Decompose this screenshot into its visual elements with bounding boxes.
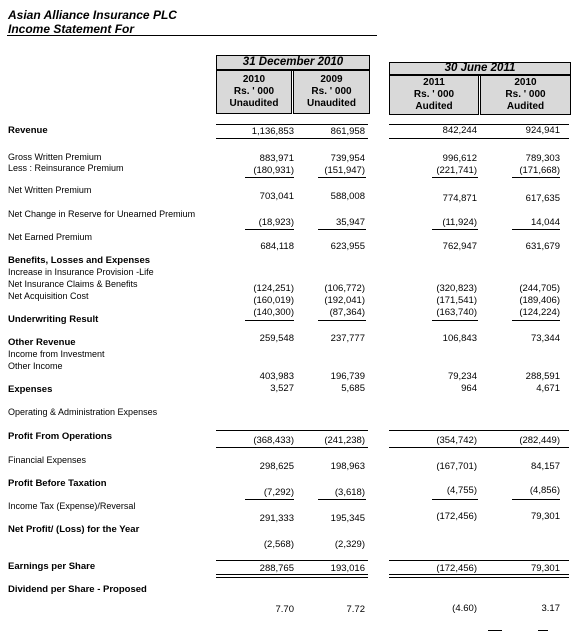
- value-cell: (368,433): [253, 435, 294, 446]
- value-cell: 259,548: [259, 333, 294, 344]
- value-cell: 861,958: [330, 126, 365, 137]
- value-cell: 288,765: [259, 563, 294, 574]
- value-cell: 79,234: [447, 371, 477, 382]
- value-cell: 588,008: [330, 191, 365, 202]
- double-rule: [216, 574, 368, 578]
- value-cell: (106,772): [324, 283, 365, 294]
- rule: [318, 499, 366, 500]
- column-header-dec-2010: [216, 70, 292, 114]
- value-cell: (87,364): [329, 307, 365, 318]
- value-cell: 5,685: [341, 383, 365, 394]
- value-cell: 3.17: [541, 603, 560, 614]
- row-label-net-profit: Net Profit/ (Loss) for the Year: [8, 524, 140, 535]
- column-year: 2010: [514, 77, 537, 88]
- row-label-underwriting: Underwriting Result: [8, 314, 99, 325]
- rule: [245, 320, 294, 321]
- column-unit: Rs. ' 000: [505, 89, 546, 100]
- value-cell: 237,777: [330, 333, 365, 344]
- rule: [318, 320, 366, 321]
- rule: [389, 138, 569, 139]
- value-cell: (171,668): [519, 165, 560, 176]
- period-header-jun-2011: [389, 62, 571, 76]
- rule: [216, 138, 368, 139]
- column-header-jun-2010: [480, 75, 571, 115]
- value-cell: (18,923): [258, 217, 294, 228]
- value-cell: 964: [461, 383, 477, 394]
- value-cell: 3,527: [270, 383, 294, 394]
- value-cell: 84,157: [530, 461, 560, 472]
- value-cell: 739,954: [330, 153, 365, 164]
- rule: [245, 499, 294, 500]
- value-cell: 79,301: [530, 511, 560, 522]
- rule: [432, 499, 478, 500]
- value-cell: 79,301: [530, 563, 560, 574]
- value-cell: (124,251): [253, 283, 294, 294]
- value-cell: (354,742): [436, 435, 477, 446]
- value-cell: 774,871: [442, 193, 477, 204]
- value-cell: 7.70: [275, 604, 294, 615]
- row-label-life-provision: Increase in Insurance Provision -Life: [8, 267, 154, 277]
- value-cell: (160,019): [253, 295, 294, 306]
- column-year: 2010: [242, 74, 266, 85]
- value-cell: 298,625: [259, 461, 294, 472]
- value-cell: (4,856): [529, 485, 560, 496]
- title-underline: [7, 35, 377, 36]
- section-other-revenue: Other Revenue: [8, 337, 76, 348]
- rule: [389, 430, 569, 431]
- row-label-acquisition: Net Acquisition Cost: [8, 291, 89, 301]
- row-label-financial-expenses: Financial Expenses: [8, 455, 87, 465]
- value-cell: (171,541): [436, 295, 477, 306]
- rule: [245, 229, 294, 230]
- value-cell: 7.72: [346, 604, 365, 615]
- value-cell: 196,739: [330, 371, 365, 382]
- row-label-claims: Net Insurance Claims & Benefits: [8, 279, 138, 289]
- value-cell: (189,406): [519, 295, 560, 306]
- value-cell: (4,755): [446, 485, 477, 496]
- value-cell: 193,016: [330, 563, 365, 574]
- section-benefits: Benefits, Losses and Expenses: [8, 255, 151, 266]
- value-cell: 195,345: [330, 513, 365, 524]
- value-cell: (151,947): [324, 165, 365, 176]
- rule: [512, 499, 560, 500]
- value-cell: (4.60): [452, 603, 477, 614]
- period-label: 30 June 2011: [390, 63, 570, 75]
- value-cell: (3,618): [334, 487, 365, 498]
- value-cell: (221,741): [436, 165, 477, 176]
- column-header-jun-2011: [389, 75, 479, 115]
- value-cell: 1,136,853: [251, 126, 294, 137]
- value-cell: 288,591: [525, 371, 560, 382]
- row-label-other-income: Other Income: [8, 361, 63, 371]
- rule: [432, 177, 478, 178]
- rule: [245, 177, 294, 178]
- value-cell: 631,679: [525, 241, 560, 252]
- row-label-pbt: Profit Before Taxation: [8, 478, 107, 489]
- row-label-reserve-change: Net Change in Reserve for Unearned Premium: [8, 209, 196, 219]
- value-cell: 996,612: [442, 153, 477, 164]
- rule: [512, 229, 560, 230]
- value-cell: 623,955: [330, 241, 365, 252]
- column-year: 2011: [423, 77, 445, 88]
- value-cell: (192,041): [324, 295, 365, 306]
- column-unit: Rs. ' 000: [413, 89, 455, 100]
- value-cell: 842,244: [442, 125, 477, 136]
- rule: [216, 124, 368, 125]
- value-cell: (140,300): [253, 307, 294, 318]
- value-cell: 4,671: [536, 383, 560, 394]
- column-status: Unaudited: [307, 98, 356, 109]
- value-cell: (282,449): [519, 435, 560, 446]
- value-cell: (180,931): [253, 165, 294, 176]
- rule: [538, 630, 548, 631]
- column-year: 2009: [320, 74, 343, 85]
- value-cell: 35,947: [335, 217, 365, 228]
- column-status: Audited: [415, 101, 453, 112]
- value-cell: (2,568): [263, 539, 294, 550]
- rule: [512, 320, 560, 321]
- row-label-dps: Dividend per Share - Proposed: [8, 584, 147, 595]
- value-cell: (241,238): [324, 435, 365, 446]
- company-name: Asian Alliance Insurance PLC: [8, 8, 177, 22]
- column-unit: Rs. ' 000: [311, 86, 352, 97]
- rule: [432, 229, 478, 230]
- value-cell: (167,701): [436, 461, 477, 472]
- rule: [216, 560, 368, 561]
- rule: [512, 177, 560, 178]
- value-cell: 924,941: [525, 125, 560, 136]
- value-cell: 14,044: [530, 217, 560, 228]
- double-rule: [389, 574, 569, 578]
- value-cell: 291,333: [259, 513, 294, 524]
- value-cell: (7,292): [263, 487, 294, 498]
- rule: [389, 447, 569, 448]
- value-cell: (163,740): [436, 307, 477, 318]
- row-label-nep: Net Earned Premium: [8, 232, 93, 242]
- statement-title: Income Statement For: [8, 22, 135, 36]
- column-unit: Rs. ' 000: [233, 86, 275, 97]
- period-label: 31 December 2010: [217, 56, 369, 70]
- value-cell: 106,843: [442, 333, 477, 344]
- value-cell: (244,705): [519, 283, 560, 294]
- value-cell: (11,924): [442, 217, 477, 228]
- column-status: Unaudited: [229, 98, 279, 109]
- rule: [389, 560, 569, 561]
- row-label-revenue: Revenue: [8, 125, 48, 136]
- rule: [488, 630, 502, 631]
- value-cell: 73,344: [530, 333, 560, 344]
- value-cell: (172,456): [436, 563, 477, 574]
- value-cell: 198,963: [330, 461, 365, 472]
- value-cell: 684,118: [260, 241, 294, 252]
- value-cell: (124,224): [519, 307, 560, 318]
- value-cell: (320,823): [436, 283, 477, 294]
- value-cell: 703,041: [259, 191, 294, 202]
- column-status: Audited: [506, 101, 545, 112]
- rule: [318, 229, 366, 230]
- rule: [318, 177, 366, 178]
- row-label-investment: Income from Investment: [8, 349, 105, 359]
- period-header-dec-2010: [216, 55, 370, 71]
- value-cell: (172,456): [436, 511, 477, 522]
- row-label-tax: Income Tax (Expense)/Reversal: [8, 501, 136, 511]
- column-header-dec-2009: [293, 70, 370, 114]
- value-cell: 789,303: [525, 153, 560, 164]
- row-label-reinsurance: Less : Reinsurance Premium: [8, 163, 124, 173]
- section-expenses: Expenses: [8, 384, 53, 395]
- value-cell: 883,971: [259, 153, 294, 164]
- rule: [432, 320, 478, 321]
- value-cell: 403,983: [259, 371, 294, 382]
- value-cell: (2,329): [334, 539, 365, 550]
- row-label-gwp: Gross Written Premium: [8, 152, 102, 162]
- row-label-eps: Earnings per Share: [8, 561, 96, 572]
- rule: [216, 430, 368, 431]
- value-cell: 617,635: [525, 193, 560, 204]
- value-cell: 762,947: [442, 241, 477, 252]
- row-label-opex: Operating & Administration Expenses: [8, 407, 158, 417]
- row-label-profit-ops: Profit From Operations: [8, 431, 112, 442]
- rule: [216, 447, 368, 448]
- row-label-nwp: Net Written Premium: [8, 185, 92, 195]
